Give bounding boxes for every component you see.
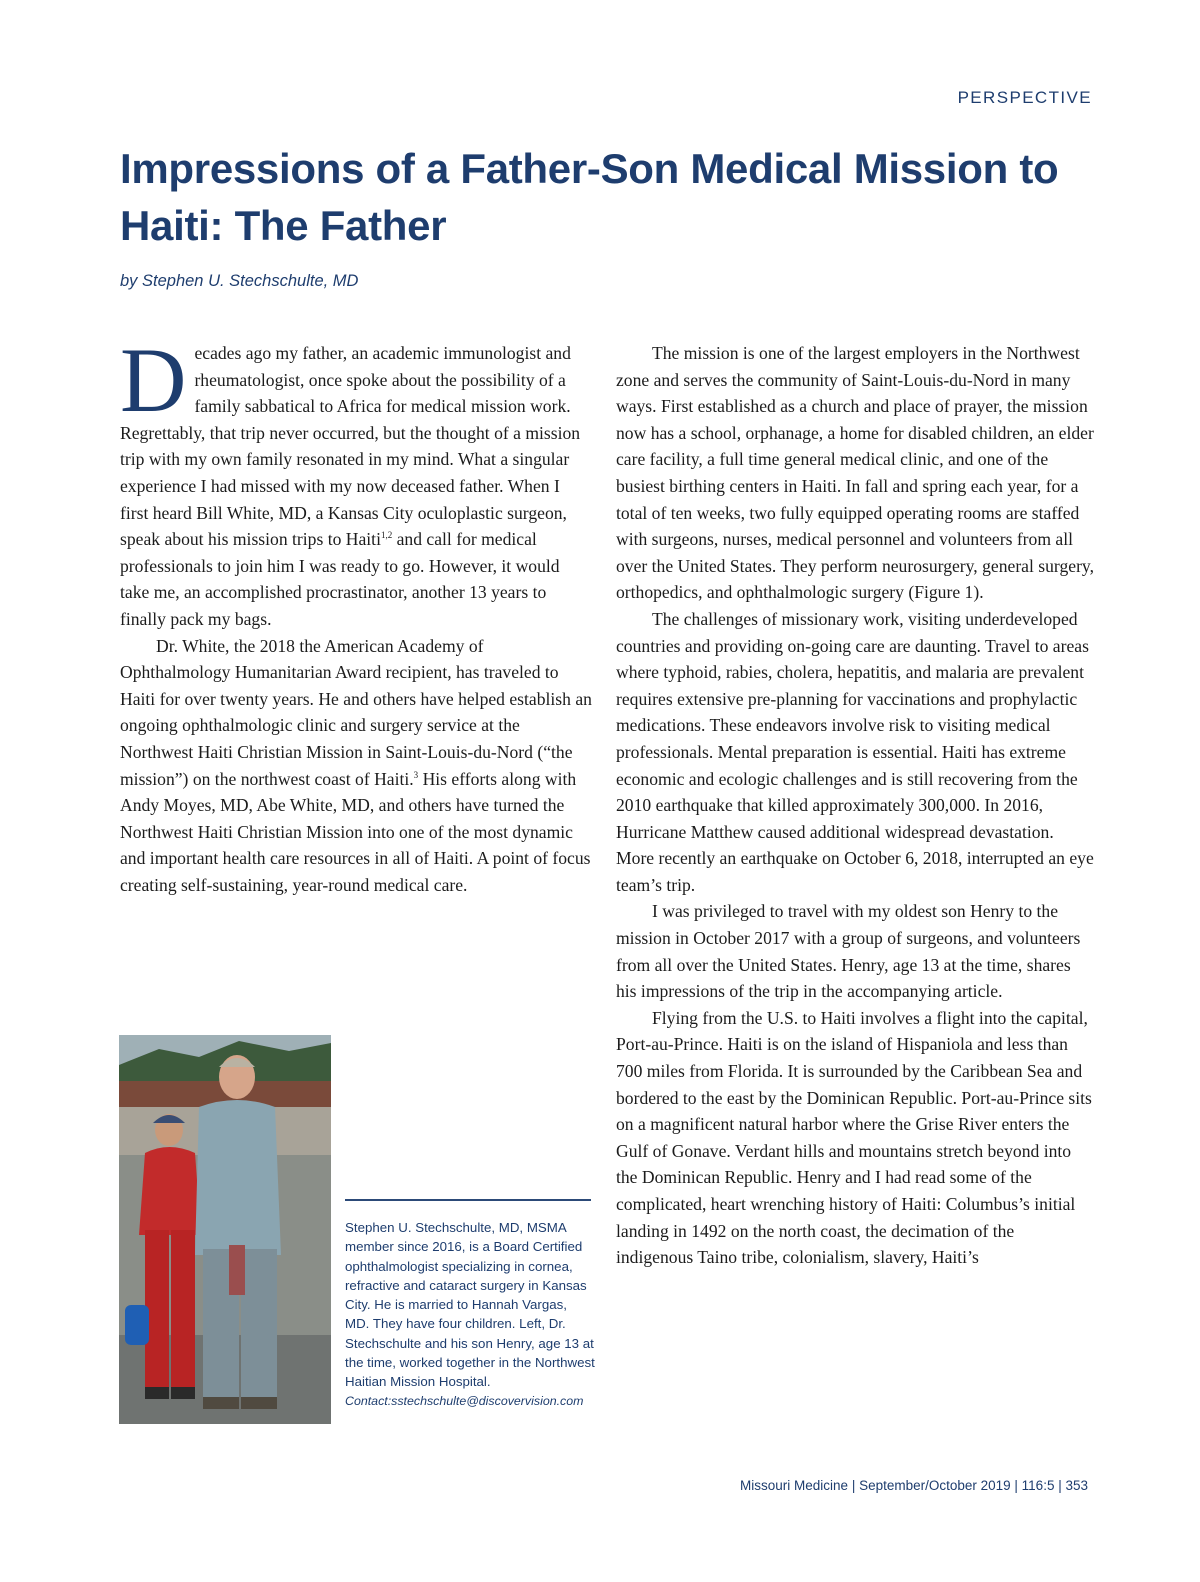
paragraph-6: Flying from the U.S. to Haiti involves a flight into the capital, Port-au-Prince. Haiti is on the island of Hispaniola and less than 700 miles from Florida. It is surrounded by the Caribbean Sea and bordered to the east by the Dominican Republic. Port-au-Prince sits on a magnificent natural harbor where the Grise River enters the Gulf of Gonave. Verdant hills and mountains stretch beyond into the Dominican Republic. Henry and I had read some of the complicated, heart wrenching history of Haiti: Columbus’s initial landing in 1492 on the north coast, the decimation of the indigenous Taino tribe, colonialism, slavery, Haiti’s bbox=[616, 1007, 1092, 1268]
bio-text: Stephen U. Stechschulte, MD, MSMA member since 2016, is a Board Certified ophthalmologist specializing in cornea, refractive and cataract surgery in Kansas City. He is married to Hannah Vargas, MD. They have four children. Left, Dr. Stechschulte and his son Henry, age 13 at the time, worked together in the Northwest Haitian Mission Hospital. bbox=[345, 1220, 595, 1390]
paragraph-1-text-b: and call for medical professionals to join him I was ready to go. However, it would take me, an accomplished procrastinator, another 13 years to finally pack my bags. bbox=[120, 529, 560, 629]
paragraph-1-text-a: ecades ago my father, an academic immunologist and rheumatologist, once spoke about the possibility of a family sabbatical to Africa for medical mission work. Regrettably, that trip never occurred, but the thought of a mission trip with my own family resonated in my mind. What a singular experience I had missed with my now deceased father. When I first heard Bill White, MD, a Kansas City oculoplastic surgeon, speak about his mission trips to Haiti bbox=[120, 343, 581, 550]
paragraph-2-text-a: Dr. White, the 2018 the American Academy of Ophthalmology Humanitarian Award recipient, has traveled to Haiti for over twenty years. He and others have helped establish an ongoing ophthalmologic clinic and surgery service at the Northwest Haiti Christian Mission in Saint-Louis-du-Nord (“the mission”) on the northwest coast of Haiti. bbox=[120, 635, 592, 789]
right-column bbox=[616, 340, 1094, 1271]
section-label: PERSPECTIVE bbox=[957, 88, 1092, 107]
paragraph-3: The mission is one of the largest employers in the Northwest zone and serves the community of Saint-Louis-du-Nord in many ways. First established as a church and place of prayer, the mission now has a school, orphanage, a home for disabled children, an elder care facility, a full time general medical clinic, and one of the busiest birthing centers in Haiti. In fall and spring each year, for a total of ten weeks, two fully equipped operating rooms are staffed with surgeons, nurses, medical personnel and volunteers from all over the United States. They perform neurosurgery, general surgery, orthopedics, and ophthalmologic surgery (Figure 1). bbox=[616, 343, 1094, 603]
bio-contact: Contact:sstechschulte@discovervision.com bbox=[345, 1393, 584, 1408]
byline: by Stephen U. Stechschulte, MD bbox=[120, 272, 359, 290]
citation-3: 3 bbox=[413, 769, 419, 780]
paragraph-4: The challenges of missionary work, visiting underdeveloped countries and providing on-going care are daunting. Travel to areas where typhoid, rabies, cholera, hepatitis, and malaria are prevalent requires extensive pre-planning for vaccinations and prophylactic medications. These endeavors involve risk to visiting medical professionals. Mental preparation is essential. Haiti has extreme economic and ecologic challenges and is still recovering from the 2010 earthquake that killed approximately 300,000. In 2016, Hurricane Matthew caused additional widespread devastation. More recently an earthquake on October 6, 2018, interrupted an eye team’s trip. bbox=[616, 608, 1094, 895]
paragraph-2-text-b: His efforts along with Andy Moyes, MD, Abe White, MD, and others have turned the Northwest Haiti Christian Mission into one of the most dynamic and important health care resources in all of Haiti. A point of focus creating self-sustaining, year-round medical care. bbox=[120, 768, 591, 895]
paragraph-5: I was privileged to travel with my oldest son Henry to the mission in October 2017 with a group of surgeons, and volunteers from all over the United States. Henry, age 13 at the time, shares his impressions of the trip in the accompanying article. bbox=[616, 901, 1081, 1002]
page-footer: Missouri Medicine | September/October 2019 | 116:5 | 353 bbox=[740, 1478, 1088, 1493]
paragraph-1 bbox=[120, 329, 592, 633]
paragraph-2 bbox=[120, 633, 592, 899]
author-photo bbox=[119, 1035, 331, 1424]
citation-1-2: 1,2 bbox=[380, 530, 393, 541]
left-column bbox=[120, 329, 592, 898]
bio-divider bbox=[345, 1199, 591, 1201]
drop-cap: D bbox=[120, 329, 187, 431]
author-bio bbox=[345, 1218, 595, 1411]
article-title: Impressions of a Father-Son Medical Mission to Haiti: The Father bbox=[120, 145, 1059, 249]
